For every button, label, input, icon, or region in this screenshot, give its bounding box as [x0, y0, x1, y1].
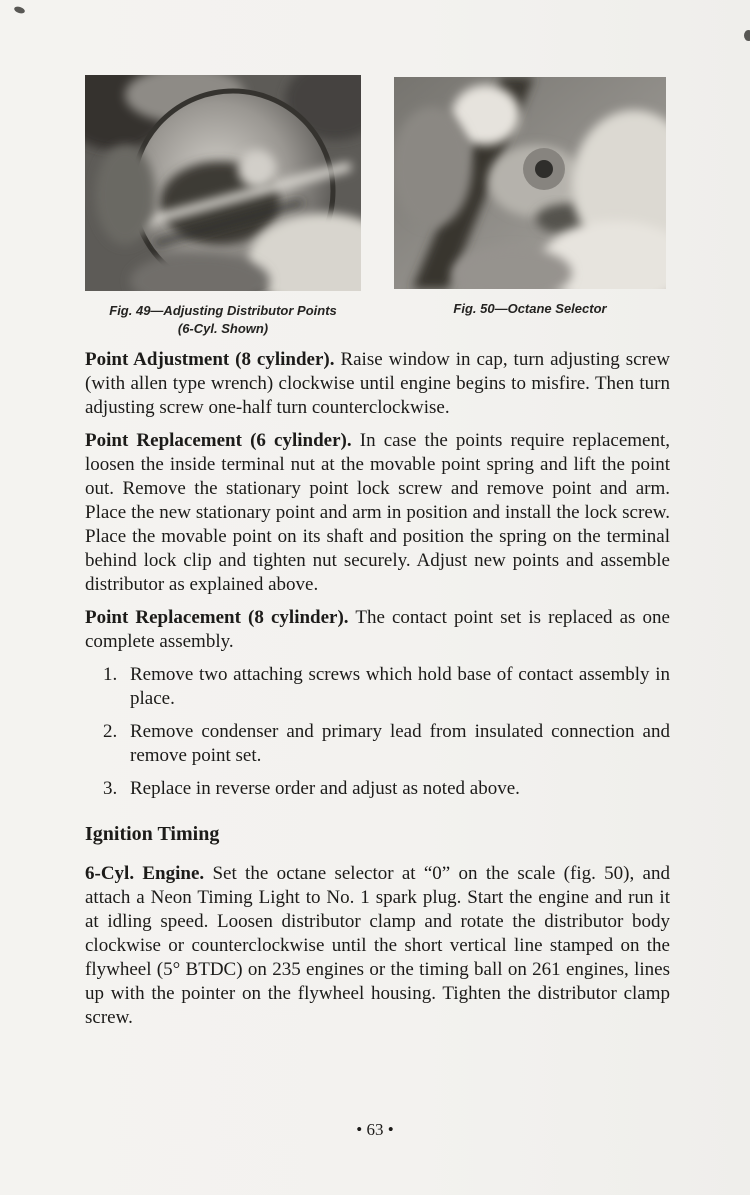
figure-50-caption	[394, 300, 666, 318]
caption-line: Fig. 49—Adjusting Distributor Points	[109, 303, 337, 318]
figure-50-photo	[394, 77, 666, 289]
paragraph-point-replacement-8cyl	[85, 606, 670, 654]
caption-line: Fig. 50—Octane Selector	[453, 301, 607, 316]
paragraph-lead: Point Replacement (8 cylinder).	[85, 607, 349, 628]
list-number: 2.	[103, 721, 118, 742]
figure-adjusting-distributor-points	[85, 75, 361, 338]
figure-octane-selector	[394, 77, 666, 318]
list-text: Remove two attaching screws which hold base of contact assembly in place.	[130, 664, 670, 709]
page-number: • 63 •	[356, 1120, 394, 1139]
section-heading-ignition-timing: Ignition Timing	[85, 823, 220, 845]
paragraph-text: Set the octane selector at “0” on the scale (fig. 50), and attach a Neon Timing Light to No. 1 spark plug. Start the engine and run it at idling speed. Loosen distributor clamp and rotate the distributor body clockwise or counterclockwise until the short vertical line stamped on the flywheel (5° BTDC) on 235 engines or the timing ball on 261 engines, lines up with the pointer on the flywheel housing. Tighten the distributor clamp screw.	[85, 863, 670, 1028]
list-text: Remove condenser and primary lead from insulated connection and remove point set.	[130, 721, 670, 766]
octane-selector-photo-illustration	[394, 77, 666, 289]
list-item	[103, 663, 670, 711]
list-text: Replace in reverse order and adjust as noted above.	[130, 778, 520, 799]
paragraph-lead: 6-Cyl. Engine.	[85, 863, 205, 884]
distributor-photo-illustration	[85, 75, 361, 291]
paragraph-point-adjustment-8cyl	[85, 348, 670, 420]
paragraph-6cyl-engine-timing	[85, 862, 670, 1030]
paragraph-lead: Point Adjustment (8 cylinder).	[85, 349, 335, 370]
list-item	[103, 777, 670, 801]
list-item	[103, 720, 670, 768]
scan-artifact	[744, 30, 750, 41]
paragraph-text: Raise window in cap, turn adjusting screw (with allen type wrench) clockwise until engine begins to misfire. Then turn adjusting screw one-half turn counterclockwise.	[85, 349, 671, 418]
list-number: 3.	[103, 778, 118, 799]
caption-line: (6-Cyl. Shown)	[177, 321, 269, 337]
paragraph-text: The contact point set is replaced as one complete assembly.	[85, 607, 670, 652]
paragraph-text: In case the points require replacement, loosen the inside terminal nut at the movable point spring and lift the point out. Remove the stationary point lock screw and remove point and arm. Place the new stationary point and arm in position and install the lock screw. Place the movable point on its shaft and position the spring on the terminal behind lock clip and tighten nut securely. Adjust new points and assemble distributor as explained above.	[85, 430, 670, 595]
paragraph-point-replacement-6cyl	[85, 429, 670, 597]
scan-artifact	[13, 5, 25, 14]
figure-49-caption	[85, 302, 361, 338]
page-body	[85, 348, 670, 1039]
replacement-steps-list	[103, 663, 670, 801]
figure-49-photo	[85, 75, 361, 291]
paragraph-lead: Point Replacement (6 cylinder).	[85, 430, 352, 451]
list-number: 1.	[103, 664, 118, 685]
